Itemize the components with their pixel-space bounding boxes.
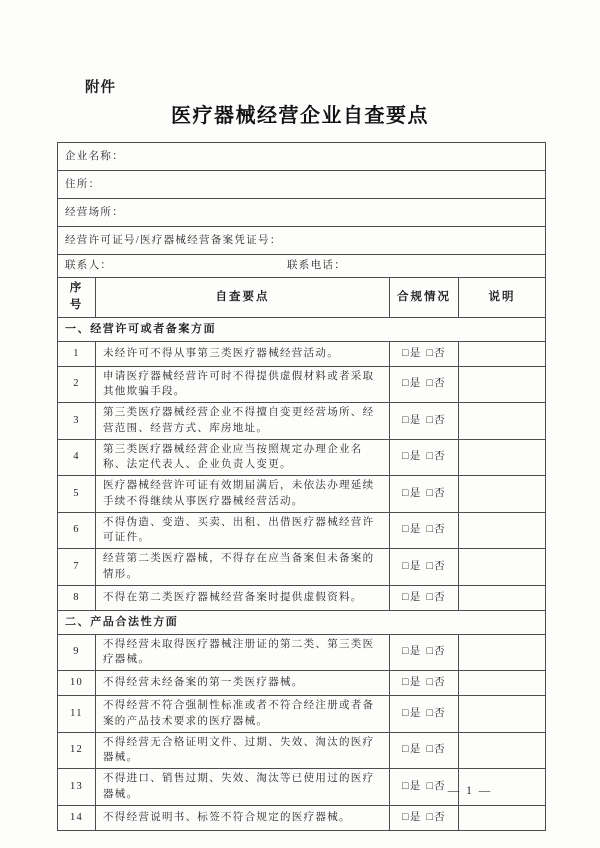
note-cell <box>459 341 546 366</box>
note-cell <box>459 366 546 403</box>
page-title: 医疗器械经营企业自查要点 <box>171 105 429 127</box>
info-row <box>58 199 546 227</box>
compliance-cell <box>390 439 459 476</box>
no-checkbox: □否 <box>426 524 446 536</box>
item-number: 2 <box>58 366 96 403</box>
table-body <box>58 143 546 831</box>
no-checkbox: □否 <box>426 560 446 572</box>
compliance-cell <box>390 732 459 769</box>
attachment-label: 附件 <box>85 80 116 96</box>
item-text: 医疗器械经营许可证有效期届满后，未依法办理延续手续不得继续从事医疗器械经营活动。 <box>96 476 390 513</box>
yes-checkbox: □是 <box>402 347 422 359</box>
checklist-row <box>58 341 546 366</box>
note-cell <box>459 732 546 769</box>
item-number: 3 <box>58 403 96 440</box>
item-text: 不得经营不符合强制性标准或者不符合经注册或者备案的产品技术要求的医疗器械。 <box>96 696 390 733</box>
table-header-row <box>58 278 546 318</box>
yes-checkbox: □是 <box>402 677 422 689</box>
info-row <box>58 227 546 255</box>
compliance-cell <box>390 403 459 440</box>
checklist-row <box>58 366 546 403</box>
item-text: 经营第二类医疗器械，不得存在应当备案但未备案的情形。 <box>96 549 390 586</box>
info-row <box>58 171 546 199</box>
info-label: 企业名称： <box>65 150 124 162</box>
note-cell <box>459 634 546 671</box>
compliance-cell <box>390 671 459 696</box>
no-checkbox: □否 <box>426 591 446 603</box>
note-cell <box>459 549 546 586</box>
no-checkbox: □否 <box>426 677 446 689</box>
item-text: 不得进口、销售过期、失效、淘汰等已使用过的医疗器械。 <box>96 769 390 806</box>
compliance-cell <box>390 476 459 513</box>
note-cell <box>459 671 546 696</box>
no-checkbox: □否 <box>426 378 446 390</box>
column-header: 序号 <box>58 278 96 318</box>
item-number: 5 <box>58 476 96 513</box>
checklist-row <box>58 439 546 476</box>
contact-person-label: 联系人： <box>65 260 113 272</box>
column-header: 说明 <box>459 278 546 318</box>
section-title-row <box>58 610 546 634</box>
note-cell <box>459 439 546 476</box>
yes-checkbox: □是 <box>402 451 422 463</box>
no-checkbox: □否 <box>426 707 446 719</box>
yes-checkbox: □是 <box>402 811 422 823</box>
checklist-row <box>58 634 546 671</box>
info-cell <box>58 143 546 171</box>
item-number: 13 <box>58 769 96 806</box>
item-text: 申请医疗器械经营许可时不得提供虚假材料或者采取其他欺骗手段。 <box>96 366 390 403</box>
compliance-cell <box>390 805 459 830</box>
checklist-row <box>58 696 546 733</box>
item-number: 4 <box>58 439 96 476</box>
contact-phone-label: 联系电话： <box>287 260 346 272</box>
yes-checkbox: □是 <box>402 560 422 572</box>
info-label: 住所： <box>65 178 101 190</box>
item-text: 不得经营未经备案的第一类医疗器械。 <box>96 671 390 696</box>
item-number: 10 <box>58 671 96 696</box>
section-title: 一、经营许可或者备案方面 <box>58 317 546 341</box>
no-checkbox: □否 <box>426 487 446 499</box>
info-cell <box>58 199 546 227</box>
compliance-cell <box>390 696 459 733</box>
yes-checkbox: □是 <box>402 487 422 499</box>
item-text: 第三类医疗器械经营企业不得擅自变更经营场所、经营范围、经营方式、库房地址。 <box>96 403 390 440</box>
contact-cell <box>58 255 546 278</box>
item-text: 不得经营说明书、标签不符合规定的医疗器械。 <box>96 805 390 830</box>
note-cell <box>459 585 546 610</box>
compliance-cell <box>390 634 459 671</box>
yes-checkbox: □是 <box>402 524 422 536</box>
item-number: 14 <box>58 805 96 830</box>
item-text: 不得经营未取得医疗器械注册证的第二类、第三类医疗器械。 <box>96 634 390 671</box>
self-inspection-table <box>57 142 546 831</box>
compliance-cell <box>390 341 459 366</box>
item-text: 未经许可不得从事第三类医疗器械经营活动。 <box>96 341 390 366</box>
info-cell <box>58 227 546 255</box>
yes-checkbox: □是 <box>402 646 422 658</box>
yes-checkbox: □是 <box>402 591 422 603</box>
yes-checkbox: □是 <box>402 707 422 719</box>
checklist-row <box>58 805 546 830</box>
page-number: — 1 — <box>447 785 493 797</box>
info-row <box>58 143 546 171</box>
contact-person <box>65 258 287 274</box>
info-label: 经营场所： <box>65 206 124 218</box>
no-checkbox: □否 <box>426 780 446 792</box>
checklist-row <box>58 403 546 440</box>
no-checkbox: □否 <box>426 347 446 359</box>
no-checkbox: □否 <box>426 646 446 658</box>
yes-checkbox: □是 <box>402 414 422 426</box>
checklist-row <box>58 671 546 696</box>
item-text: 第三类医疗器械经营企业应当按照规定办理企业名称、法定代表人、企业负责人变更。 <box>96 439 390 476</box>
info-cell <box>58 171 546 199</box>
item-text: 不得在第二类医疗器械经营备案时提供虚假资料。 <box>96 585 390 610</box>
item-text: 不得伪造、变造、买卖、出租、出借医疗器械经营许可证件。 <box>96 512 390 549</box>
checklist-row <box>58 476 546 513</box>
compliance-cell <box>390 549 459 586</box>
note-cell <box>459 403 546 440</box>
yes-checkbox: □是 <box>402 744 422 756</box>
contact-phone <box>287 260 346 271</box>
note-cell <box>459 696 546 733</box>
info-label: 经营许可证号/医疗器械经营备案凭证号： <box>65 234 282 246</box>
checklist-row <box>58 732 546 769</box>
note-cell <box>459 805 546 830</box>
yes-checkbox: □是 <box>402 780 422 792</box>
note-cell <box>459 476 546 513</box>
item-number: 6 <box>58 512 96 549</box>
checklist-row <box>58 512 546 549</box>
compliance-cell <box>390 366 459 403</box>
note-cell <box>459 512 546 549</box>
item-number: 8 <box>58 585 96 610</box>
item-number: 7 <box>58 549 96 586</box>
item-number: 11 <box>58 696 96 733</box>
column-header: 自查要点 <box>96 278 390 318</box>
no-checkbox: □否 <box>426 451 446 463</box>
item-number: 9 <box>58 634 96 671</box>
column-header: 合规情况 <box>390 278 459 318</box>
section-title-row <box>58 317 546 341</box>
section-title: 二、产品合法性方面 <box>58 610 546 634</box>
compliance-cell <box>390 512 459 549</box>
no-checkbox: □否 <box>426 811 446 823</box>
item-number: 12 <box>58 732 96 769</box>
checklist-row <box>58 549 546 586</box>
no-checkbox: □否 <box>426 744 446 756</box>
no-checkbox: □否 <box>426 414 446 426</box>
checklist-row <box>58 585 546 610</box>
yes-checkbox: □是 <box>402 378 422 390</box>
compliance-cell <box>390 585 459 610</box>
contact-row <box>58 255 546 278</box>
item-number: 1 <box>58 341 96 366</box>
item-text: 不得经营无合格证明文件、过期、失效、淘汰的医疗器械。 <box>96 732 390 769</box>
